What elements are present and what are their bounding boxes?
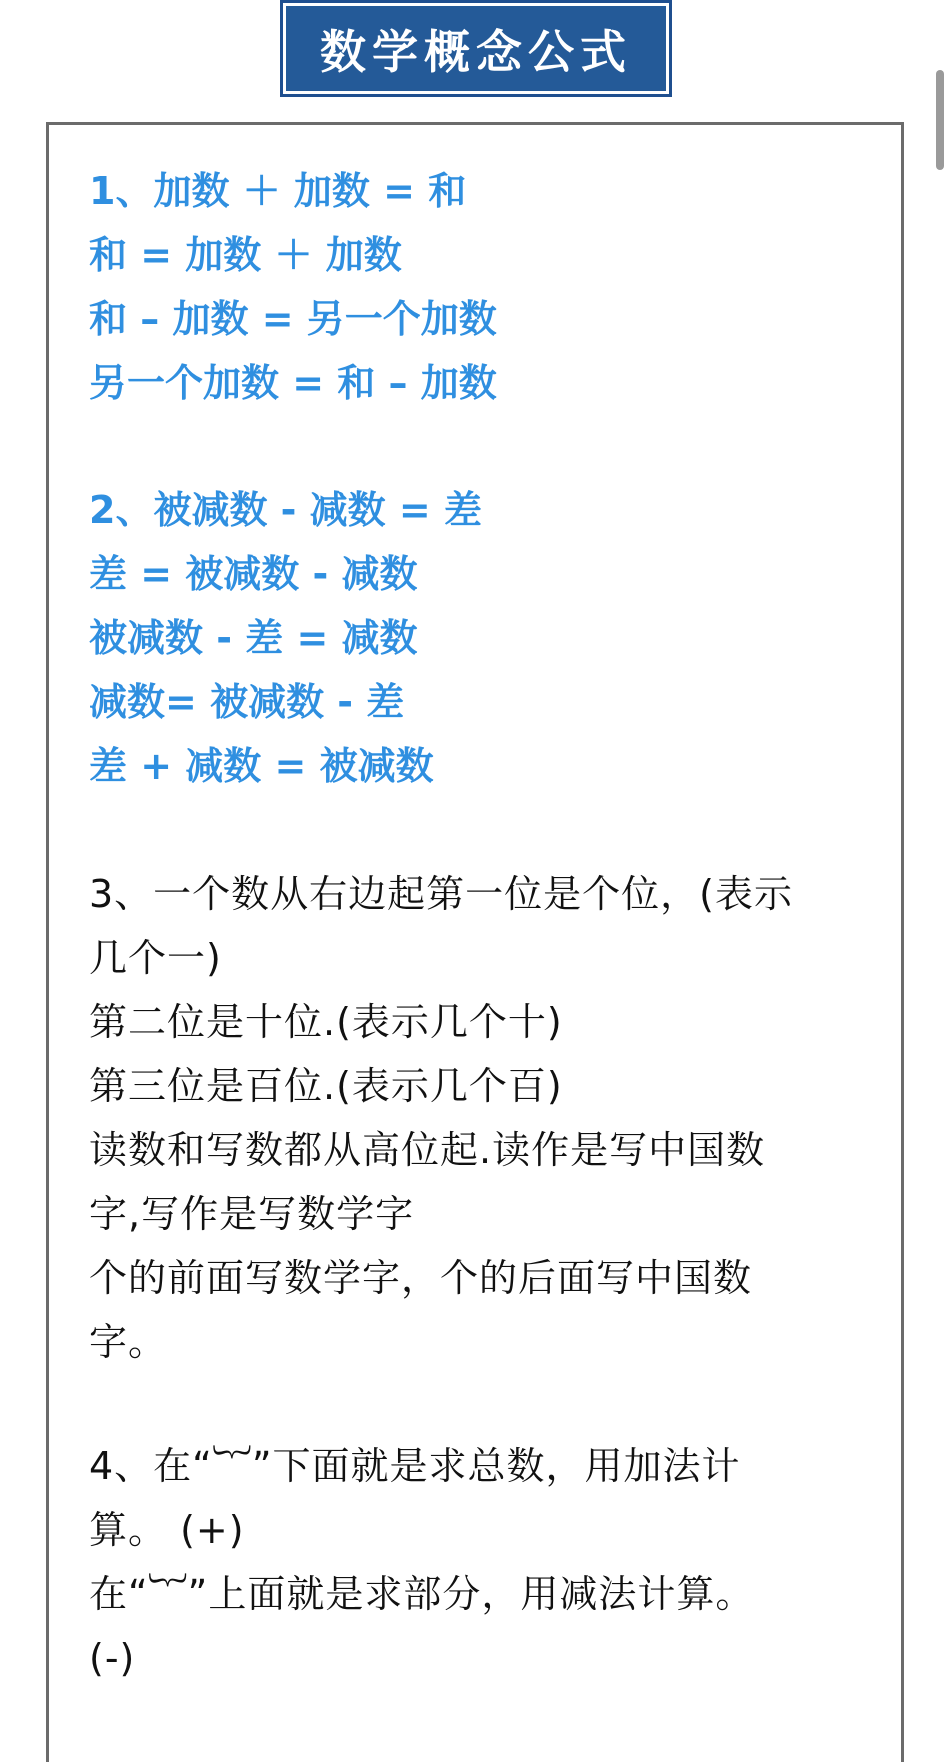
formula-line: 差 + 减数 = 被减数 [89,744,434,788]
formula-line: 1、加数 ＋ 加数 = 和 [89,169,467,213]
formula-line: 被减数 - 差 = 减数 [89,616,418,660]
text-line: 第三位是百位.(表示几个百) [89,1064,563,1108]
subtraction-formulas [89,478,482,798]
brace-notes [89,1434,754,1690]
content-panel [46,122,904,1762]
text-line: 4、在“︸”下面就是求总数，用加法计 [89,1444,741,1488]
text-line: 第二位是十位.(表示几个十) [89,1000,563,1044]
scrollbar[interactable] [936,70,944,170]
page-title: 数学概念公式 [286,6,666,91]
formula-line: 和 – 加数 = 另一个加数 [89,297,497,341]
formula-line: 减数= 被减数 - 差 [89,680,405,724]
addition-formulas [89,159,497,415]
place-value-notes [89,862,793,1374]
formula-line: 另一个加数 = 和 – 加数 [89,361,497,405]
text-line: 几个一) [89,936,222,980]
text-line: 算。 (+) [89,1508,245,1552]
title-banner [280,0,672,97]
formula-line: 和 = 加数 ＋ 加数 [89,233,402,277]
text-line: 在“︸”上面就是求部分，用减法计算。 [89,1572,755,1616]
text-line: 个的前面写数学字，个的后面写中国数 [89,1256,753,1300]
text-line: 3、一个数从右边起第一位是个位，(表示 [89,872,794,916]
text-line: (-) [89,1636,136,1680]
formula-line: 差 = 被减数 - 减数 [89,552,418,596]
formula-line: 2、被减数 - 减数 = 差 [89,488,482,532]
text-line: 字,写作是写数学字 [89,1192,415,1236]
text-line: 字。 [89,1320,168,1364]
text-line: 读数和写数都从高位起.读作是写中国数 [89,1128,766,1172]
